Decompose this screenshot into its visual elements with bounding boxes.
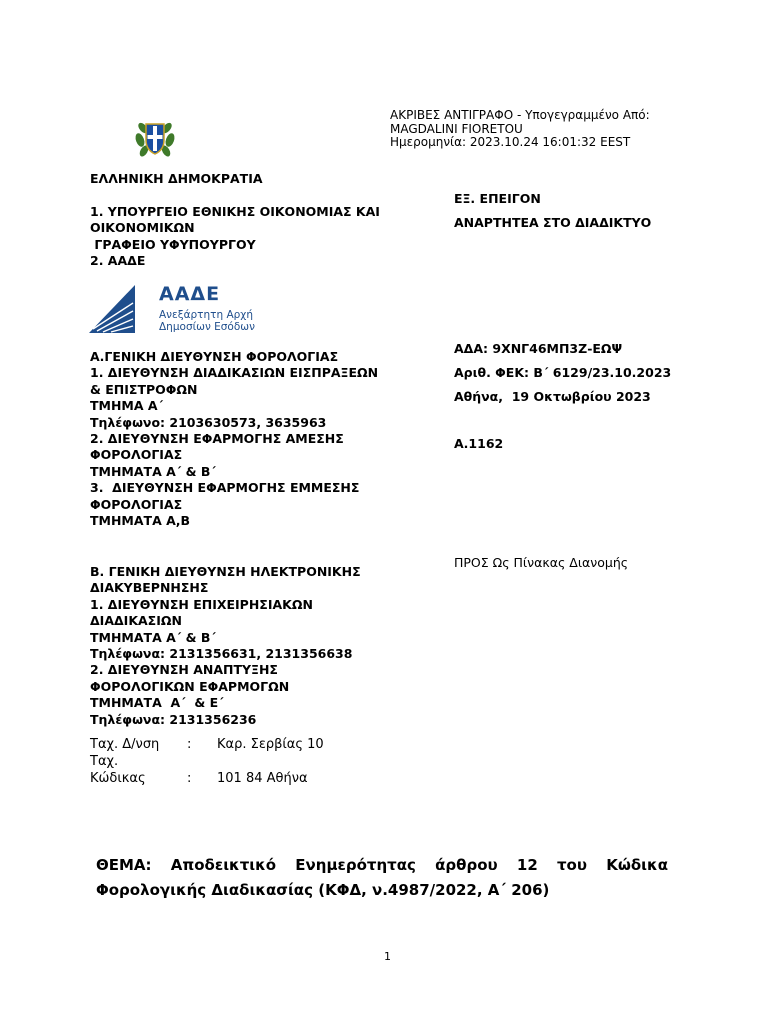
document-date: Αθήνα, 19 Οκτωβρίου 2023 [454,389,651,404]
section-b-line: ΔΙΑΚΥΒΕΡΝΗΣΗΣ [90,580,209,596]
section-a-line: ΤΜΗΜΑΤΑ Α΄ & Β΄ [90,463,216,479]
colon: : [187,771,192,786]
aade-logo-mark-icon [89,285,135,333]
colon: : [187,737,192,752]
street-value: Καρ. Σερβίας 10 [217,737,324,752]
signature-line-1: ΑΚΡΙΒΕΣ ΑΝΤΙΓΡΑΦΟ - Υπογεγραμμένο Από: [390,108,650,122]
signature-stamp [390,109,650,150]
aade-logo-subtitle: Ανεξάρτητη Αρχή Δημοσίων Εσόδων [159,309,255,333]
section-b-line: ΔΙΑΔΙΚΑΣΙΩΝ [90,613,182,629]
signature-signer: MAGDALINI FIORETOU [390,121,523,136]
section-b-line: Β. ΓΕΝΙΚΗ ΔΙΕΥΘΥΝΣΗ ΗΛΕΚΤΡΟΝΙΚΗΣ [90,564,361,579]
recipient: ΠΡΟΣ Ως Πίνακας Διανομής [454,555,629,570]
section-a-line: ΤΜΗΜΑ Α΄ [90,398,164,414]
section-a [90,349,378,529]
section-a-line: 3. ΔΙΕΥΘΥΝΣΗ ΕΦΑΡΜΟΓΗΣ ΕΜΜΕΣΗΣ [90,480,360,496]
ministry-name: 1. ΥΠΟΥΡΓΕΙΟ ΕΘΝΙΚΗΣ ΟΙΚΟΝΟΜΙΑΣ ΚΑΙ ΟΙΚΟΝΟΜΙΚΩΝ ΓΡΑΦΕΙΟ ΥΦΥΠΟΥΡΓΟΥ 2. ΑΑΔΕ [90,204,380,269]
post-online-label: ΑΝΑΡΤΗΤΕΑ ΣΤΟ ΔΙΑΔΙΚΤΥΟ [454,215,652,230]
coat-of-arms-icon [132,116,178,160]
office-name: ΓΡΑΦΕΙΟ ΥΦΥΠΟΥΡΓΟΥ [90,236,256,252]
decision-number: Α.1162 [454,436,504,451]
section-a-line: 2. ΔΙΕΥΘΥΝΣΗ ΕΦΑΡΜΟΓΗΣ ΑΜΕΣΗΣ [90,431,344,447]
fek-reference: Αριθ. ΦΕΚ: Β΄ 6129/23.10.2023 [454,365,672,380]
ada-code: ΑΔΑ: 9ΧΝΓ46ΜΠ3Ζ-ΕΩΨ [454,341,623,356]
republic-title: ΕΛΛΗΝΙΚΗ ΔΗΜΟΚΡΑΤΙΑ [90,171,263,186]
aade-logo [89,283,259,333]
section-a-line: ΤΜΗΜΑΤΑ Α,Β [90,513,191,529]
aade-label: 2. ΑΑΔΕ [90,253,146,269]
section-a-line: & ΕΠΙΣΤΡΟΦΩΝ [90,381,198,397]
section-b-line: ΤΜΗΜΑΤΑ Α΄ & Β΄ [90,629,216,645]
street-label: Ταχ. Δ/νση [90,737,160,752]
section-a-line: ΦΟΡΟΛΟΓΙΑΣ [90,447,183,463]
section-a-line: ΦΟΡΟΛΟΓΙΑΣ [90,496,183,512]
section-a-line: Α.ΓΕΝΙΚΗ ΔΙΕΥΘΥΝΣΗ ΦΟΡΟΛΟΓΙΑΣ [90,349,339,364]
postal-code-value: 101 84 Αθήνα [217,771,308,786]
section-b-line: 2. ΔΙΕΥΘΥΝΣΗ ΑΝΑΠΤΥΞΗΣ [90,662,278,678]
section-b-line: ΤΜΗΜΑΤΑ Α΄ & Ε΄ [90,695,224,711]
section-b-line: ΦΟΡΟΛΟΓΙΚΩΝ ΕΦΑΡΜΟΓΩΝ [90,678,290,694]
postal-code-label: Κώδικας [90,771,146,786]
subject-line: ΘΕΜΑ: Αποδεικτικό Ενημερότητας άρθρου 12 του Κώδικα Φορολογικής Διαδικασίας (ΚΦΔ, ν.4987/2022, Α΄ 206) [96,856,668,899]
section-b-line: Τηλέφωνα: 2131356236 [90,711,257,727]
page-number: 1 [384,950,391,963]
aade-logo-name: ΑΑΔΕ [159,283,221,305]
section-b-line: 1. ΔΙΕΥΘΥΝΣΗ ΕΠΙΧΕΙΡΗΣΙΑΚΩΝ [90,596,313,612]
urgent-label: ΕΞ. ΕΠΕΙΓΟΝ [454,191,541,206]
section-b-line: Τηλέφωνα: 2131356631, 2131356638 [90,646,353,662]
section-a-line: Τηλέφωνο: 2103630573, 3635963 [90,414,327,430]
section-b [90,564,361,728]
section-a-line: 1. ΔΙΕΥΘΥΝΣΗ ΔΙΑΔΙΚΑΣΙΩΝ ΕΙΣΠΡΑΞΕΩΝ [90,365,379,381]
postal-code-label: Ταχ. [90,754,119,769]
signature-date: Ημερομηνία: 2023.10.24 16:01:32 EEST [390,135,631,149]
